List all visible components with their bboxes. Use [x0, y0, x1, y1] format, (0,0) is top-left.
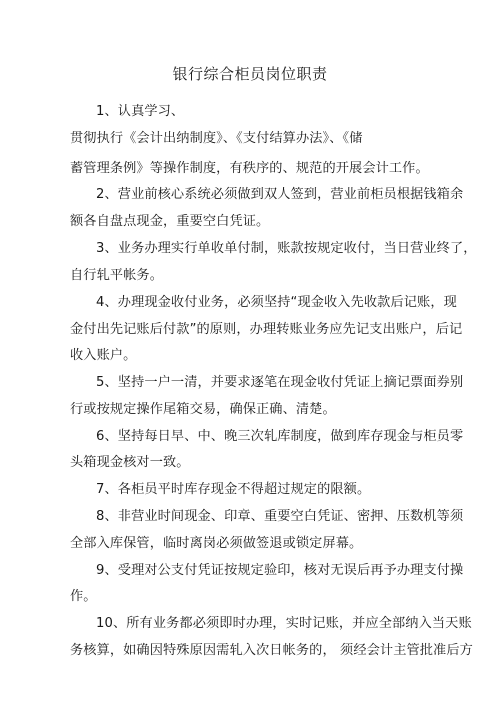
- text-line: 7、各柜员平时库存现金不得超过规定的限额。: [96, 482, 371, 497]
- text-line: 9、受理对公支付凭证按规定验印，核对无误后再予办理支付操: [96, 563, 464, 578]
- text-line: 行或按规定操作尾箱交易，确保正确、清楚。: [70, 402, 336, 417]
- text-line: 头箱现金核对一致。: [70, 455, 190, 470]
- document-title: 银行综合柜员岗位职责: [172, 65, 328, 83]
- text-line: 额各自盘点现金，重要空白凭证。: [70, 214, 270, 229]
- text-line: 金付出先记账后付款”的原则，办理转账业务应先记支出账户，后记: [70, 322, 463, 337]
- text-line: 2、营业前核心系统必须做到双人签到，营业前柜员根据钱箱余: [96, 187, 464, 202]
- text-line: 收入账户。: [70, 348, 137, 363]
- text-line: 4、办理现金收付业务，必须坚持“现金收入先收款后记账，现: [96, 295, 457, 310]
- text-line: 8、非营业时间现金、印章、重要空白凭证、密押、压数机等须: [96, 509, 464, 524]
- text-line: 3、业务办理实行单收单付制，账款按规定收付，当日营业终了，: [96, 241, 477, 256]
- text-line: 6、坚持每日早、中、晚三次轧库制度，做到库存现金与柜员零: [96, 429, 464, 444]
- text-line: 蓄管理条例》等操作制度，有秩序的、规范的开展会计工作。: [70, 161, 429, 176]
- text-line: 全部入库保管，临时离岗必须做签退或锁定屏幕。: [70, 536, 363, 551]
- text-line: 5、坚持一户一清，并要求逐笔在现金收付凭证上摘记票面券别: [96, 375, 464, 390]
- text-line: 1、认真学习、: [96, 104, 185, 119]
- text-line: 作。: [70, 589, 97, 604]
- text-line: 贯彻执行《会计出纳制度》、《支付结算办法》、《储: [70, 131, 363, 146]
- text-line: 务核算，如确因特殊原因需轧入次日帐务的， 须经会计主管批准后方: [70, 643, 473, 658]
- text-line: 自行轧平帐务。: [70, 268, 164, 283]
- text-line: 10、所有业务都必须即时办理，实时记账，并应全部纳入当天账: [96, 616, 472, 631]
